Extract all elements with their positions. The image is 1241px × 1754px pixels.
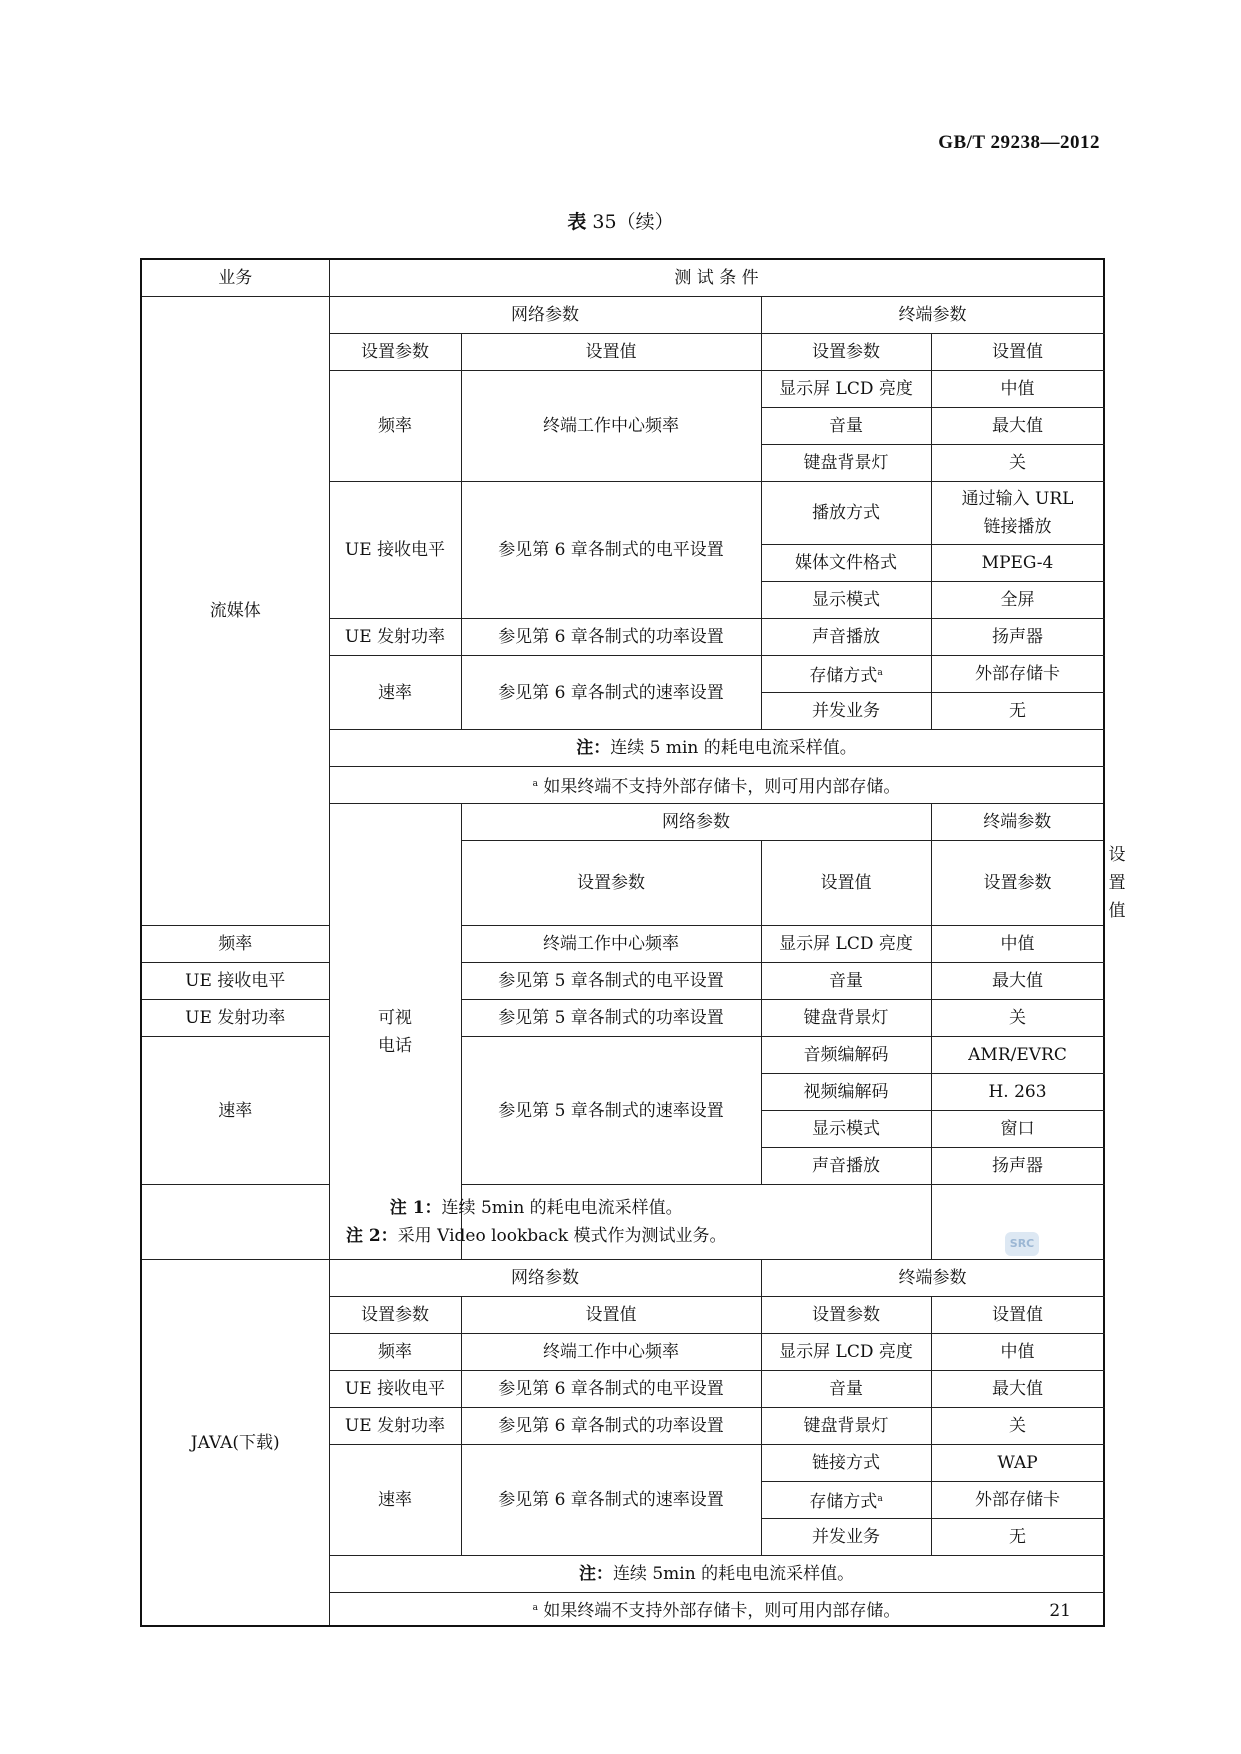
terminal-value: 最大值 — [931, 1371, 1104, 1408]
sub-header: 设置值 — [461, 1297, 761, 1334]
footnote-marker: a — [532, 778, 538, 789]
terminal-param: 显示屏 LCD 亮度 — [761, 371, 931, 408]
terminal-param: 键盘背景灯 — [761, 1000, 931, 1037]
col-service-header: 业务 — [141, 259, 329, 297]
footnote-marker: a — [532, 1602, 538, 1613]
param-cell: UE 发射功率 — [329, 1408, 461, 1445]
footnote-cell — [329, 1593, 1104, 1627]
param-cell: 频率 — [329, 371, 461, 482]
terminal-params-header: 终端参数 — [761, 1260, 1104, 1297]
sub-header: 设置值 — [931, 1297, 1104, 1334]
terminal-param: 声音播放 — [761, 619, 931, 656]
value-cell: 参见第 6 章各制式的功率设置 — [461, 1408, 761, 1445]
value-cell: 终端工作中心频率 — [461, 1334, 761, 1371]
terminal-value: 最大值 — [931, 408, 1104, 445]
test-conditions-table — [140, 258, 1126, 1627]
terminal-value: 扬声器 — [931, 1148, 1104, 1185]
network-params-header: 网络参数 — [329, 1260, 761, 1297]
terminal-value: 中值 — [931, 1334, 1104, 1371]
note-2 — [146, 1222, 927, 1250]
table-row — [141, 1185, 1104, 1260]
terminal-value: AMR/EVRC — [931, 1037, 1104, 1074]
terminal-param: 显示模式 — [761, 582, 931, 619]
note-text: 连续 5min 的耗电电流采样值。 — [441, 1198, 683, 1218]
table-row — [141, 297, 1104, 334]
terminal-param: 播放方式 — [761, 482, 931, 545]
param-cell: UE 接收电平 — [141, 963, 329, 1000]
sub-header: 设置参数 — [461, 841, 761, 926]
param-cell: 速率 — [329, 1445, 461, 1556]
terminal-params-header: 终端参数 — [761, 297, 1104, 334]
param-cell: 频率 — [141, 926, 329, 963]
terminal-value: 关 — [931, 1000, 1104, 1037]
terminal-value: 关 — [931, 1408, 1104, 1445]
standard-number: GB/T 29238—2012 — [938, 132, 1100, 153]
note-text: 连续 5min 的耗电电流采样值。 — [612, 1564, 855, 1584]
terminal-params-header: 终端参数 — [931, 804, 1104, 841]
table-row — [141, 963, 1104, 1000]
terminal-value: 外部存储卡 — [931, 1482, 1104, 1519]
value-cell: 参见第 5 章各制式的功率设置 — [461, 1000, 761, 1037]
footnote-marker: a — [877, 667, 883, 678]
service-cell: 流媒体 — [141, 297, 329, 926]
note-label: 注 2： — [345, 1226, 398, 1246]
terminal-param: 链接方式 — [761, 1445, 931, 1482]
sub-header: 设置参数 — [761, 334, 931, 371]
terminal-param: 音频编解码 — [761, 1037, 931, 1074]
param-cell: UE 发射功率 — [141, 1000, 329, 1037]
note-text: 采用 Video lookback 模式作为测试业务。 — [397, 1226, 727, 1246]
footnote-marker: a — [877, 1493, 883, 1504]
sub-header: 设置值 — [931, 334, 1104, 371]
terminal-param-text: 存储方式 — [809, 665, 878, 686]
footnote-text: 如果终端不支持外部存储卡，则可用内部存储。 — [538, 1600, 901, 1621]
value-cell: 参见第 6 章各制式的电平设置 — [461, 1371, 761, 1408]
sub-header: 设置值 — [761, 841, 931, 926]
note-label: 注： — [578, 1564, 613, 1584]
terminal-param: 视频编解码 — [761, 1074, 931, 1111]
table-caption — [0, 207, 1241, 234]
value-cell: 参见第 5 章各制式的电平设置 — [461, 963, 761, 1000]
table-row — [141, 926, 1104, 963]
note-cell — [329, 1556, 1104, 1593]
value-cell: 参见第 5 章各制式的速率设置 — [461, 1037, 761, 1185]
terminal-value: H. 263 — [931, 1074, 1104, 1111]
terminal-value: 通过输入 URL 链接播放 — [931, 482, 1104, 545]
footnote-text: 如果终端不支持外部存储卡，则可用内部存储。 — [538, 776, 901, 797]
service-line: 电话 — [378, 1035, 412, 1056]
note-cell — [141, 1185, 931, 1260]
note-text: 连续 5 min 的耗电电流采样值。 — [610, 738, 857, 758]
footnote-cell — [329, 767, 1104, 804]
param-cell: 频率 — [329, 1334, 461, 1371]
caption-bold: 表 — [567, 211, 587, 233]
terminal-param: 键盘背景灯 — [761, 1408, 931, 1445]
network-params-header: 网络参数 — [461, 804, 931, 841]
sub-header: 设置参数 — [931, 841, 1104, 926]
terminal-value: 无 — [931, 693, 1104, 730]
terminal-param: 音量 — [761, 1371, 931, 1408]
terminal-param-text: 存储方式 — [809, 1491, 878, 1512]
terminal-value: 全屏 — [931, 582, 1104, 619]
table-row — [141, 1037, 1104, 1074]
terminal-param: 并发业务 — [761, 1519, 931, 1556]
terminal-param: 音量 — [761, 408, 931, 445]
note-cell — [329, 730, 1104, 767]
terminal-value: 无 — [931, 1519, 1104, 1556]
terminal-value: WAP — [931, 1445, 1104, 1482]
table-header-row — [141, 259, 1104, 297]
terminal-param: 显示屏 LCD 亮度 — [761, 1334, 931, 1371]
col-conditions-header: 测 试 条 件 — [329, 259, 1104, 297]
param-cell: 速率 — [329, 656, 461, 730]
sub-header: 设置参数 — [761, 1297, 931, 1334]
table-row: 设置参数 设置值 设置参数 设置值 — [141, 841, 1104, 926]
param-cell: UE 发射功率 — [329, 619, 461, 656]
service-cell: JAVA(下载) — [141, 1260, 329, 1627]
terminal-value: MPEG-4 — [931, 545, 1104, 582]
value-cell: 参见第 6 章各制式的速率设置 — [461, 1445, 761, 1556]
param-cell: 速率 — [141, 1037, 329, 1185]
terminal-value: 外部存储卡 — [931, 656, 1104, 693]
terminal-value: 窗口 — [931, 1111, 1104, 1148]
terminal-value: 中值 — [931, 926, 1104, 963]
terminal-param: 显示模式 — [761, 1111, 931, 1148]
terminal-value: 扬声器 — [931, 619, 1104, 656]
note-1 — [146, 1194, 927, 1222]
value-cell: 参见第 6 章各制式的电平设置 — [461, 482, 761, 619]
terminal-value: 中值 — [931, 371, 1104, 408]
terminal-param: 键盘背景灯 — [761, 445, 931, 482]
terminal-param: 并发业务 — [761, 693, 931, 730]
caption-text: 35（续） — [586, 211, 674, 233]
page-number: 21 — [1049, 1601, 1071, 1621]
note-label: 注 1： — [389, 1198, 442, 1218]
service-line: 可视 — [378, 1007, 412, 1028]
param-cell: UE 接收电平 — [329, 1371, 461, 1408]
value-cell: 终端工作中心频率 — [461, 926, 761, 963]
sub-header: 设置参数 — [329, 1297, 461, 1334]
network-params-header: 网络参数 — [329, 297, 761, 334]
table-row — [141, 1000, 1104, 1037]
table-row — [141, 1260, 1104, 1297]
terminal-param — [761, 656, 931, 693]
note-label: 注： — [576, 738, 611, 758]
sub-header: 设置值 — [461, 334, 761, 371]
terminal-value: 关 — [931, 445, 1104, 482]
sub-header: 设置参数 — [329, 334, 461, 371]
value-cell: 终端工作中心频率 — [461, 371, 761, 482]
terminal-param: 音量 — [761, 963, 931, 1000]
watermark-logo: SRC — [1005, 1232, 1039, 1256]
terminal-value: 最大值 — [931, 963, 1104, 1000]
terminal-param — [761, 1482, 931, 1519]
terminal-param: 显示屏 LCD 亮度 — [761, 926, 931, 963]
param-cell: UE 接收电平 — [329, 482, 461, 619]
terminal-param: 声音播放 — [761, 1148, 931, 1185]
terminal-param: 媒体文件格式 — [761, 545, 931, 582]
value-cell: 参见第 6 章各制式的功率设置 — [461, 619, 761, 656]
value-cell: 参见第 6 章各制式的速率设置 — [461, 656, 761, 730]
